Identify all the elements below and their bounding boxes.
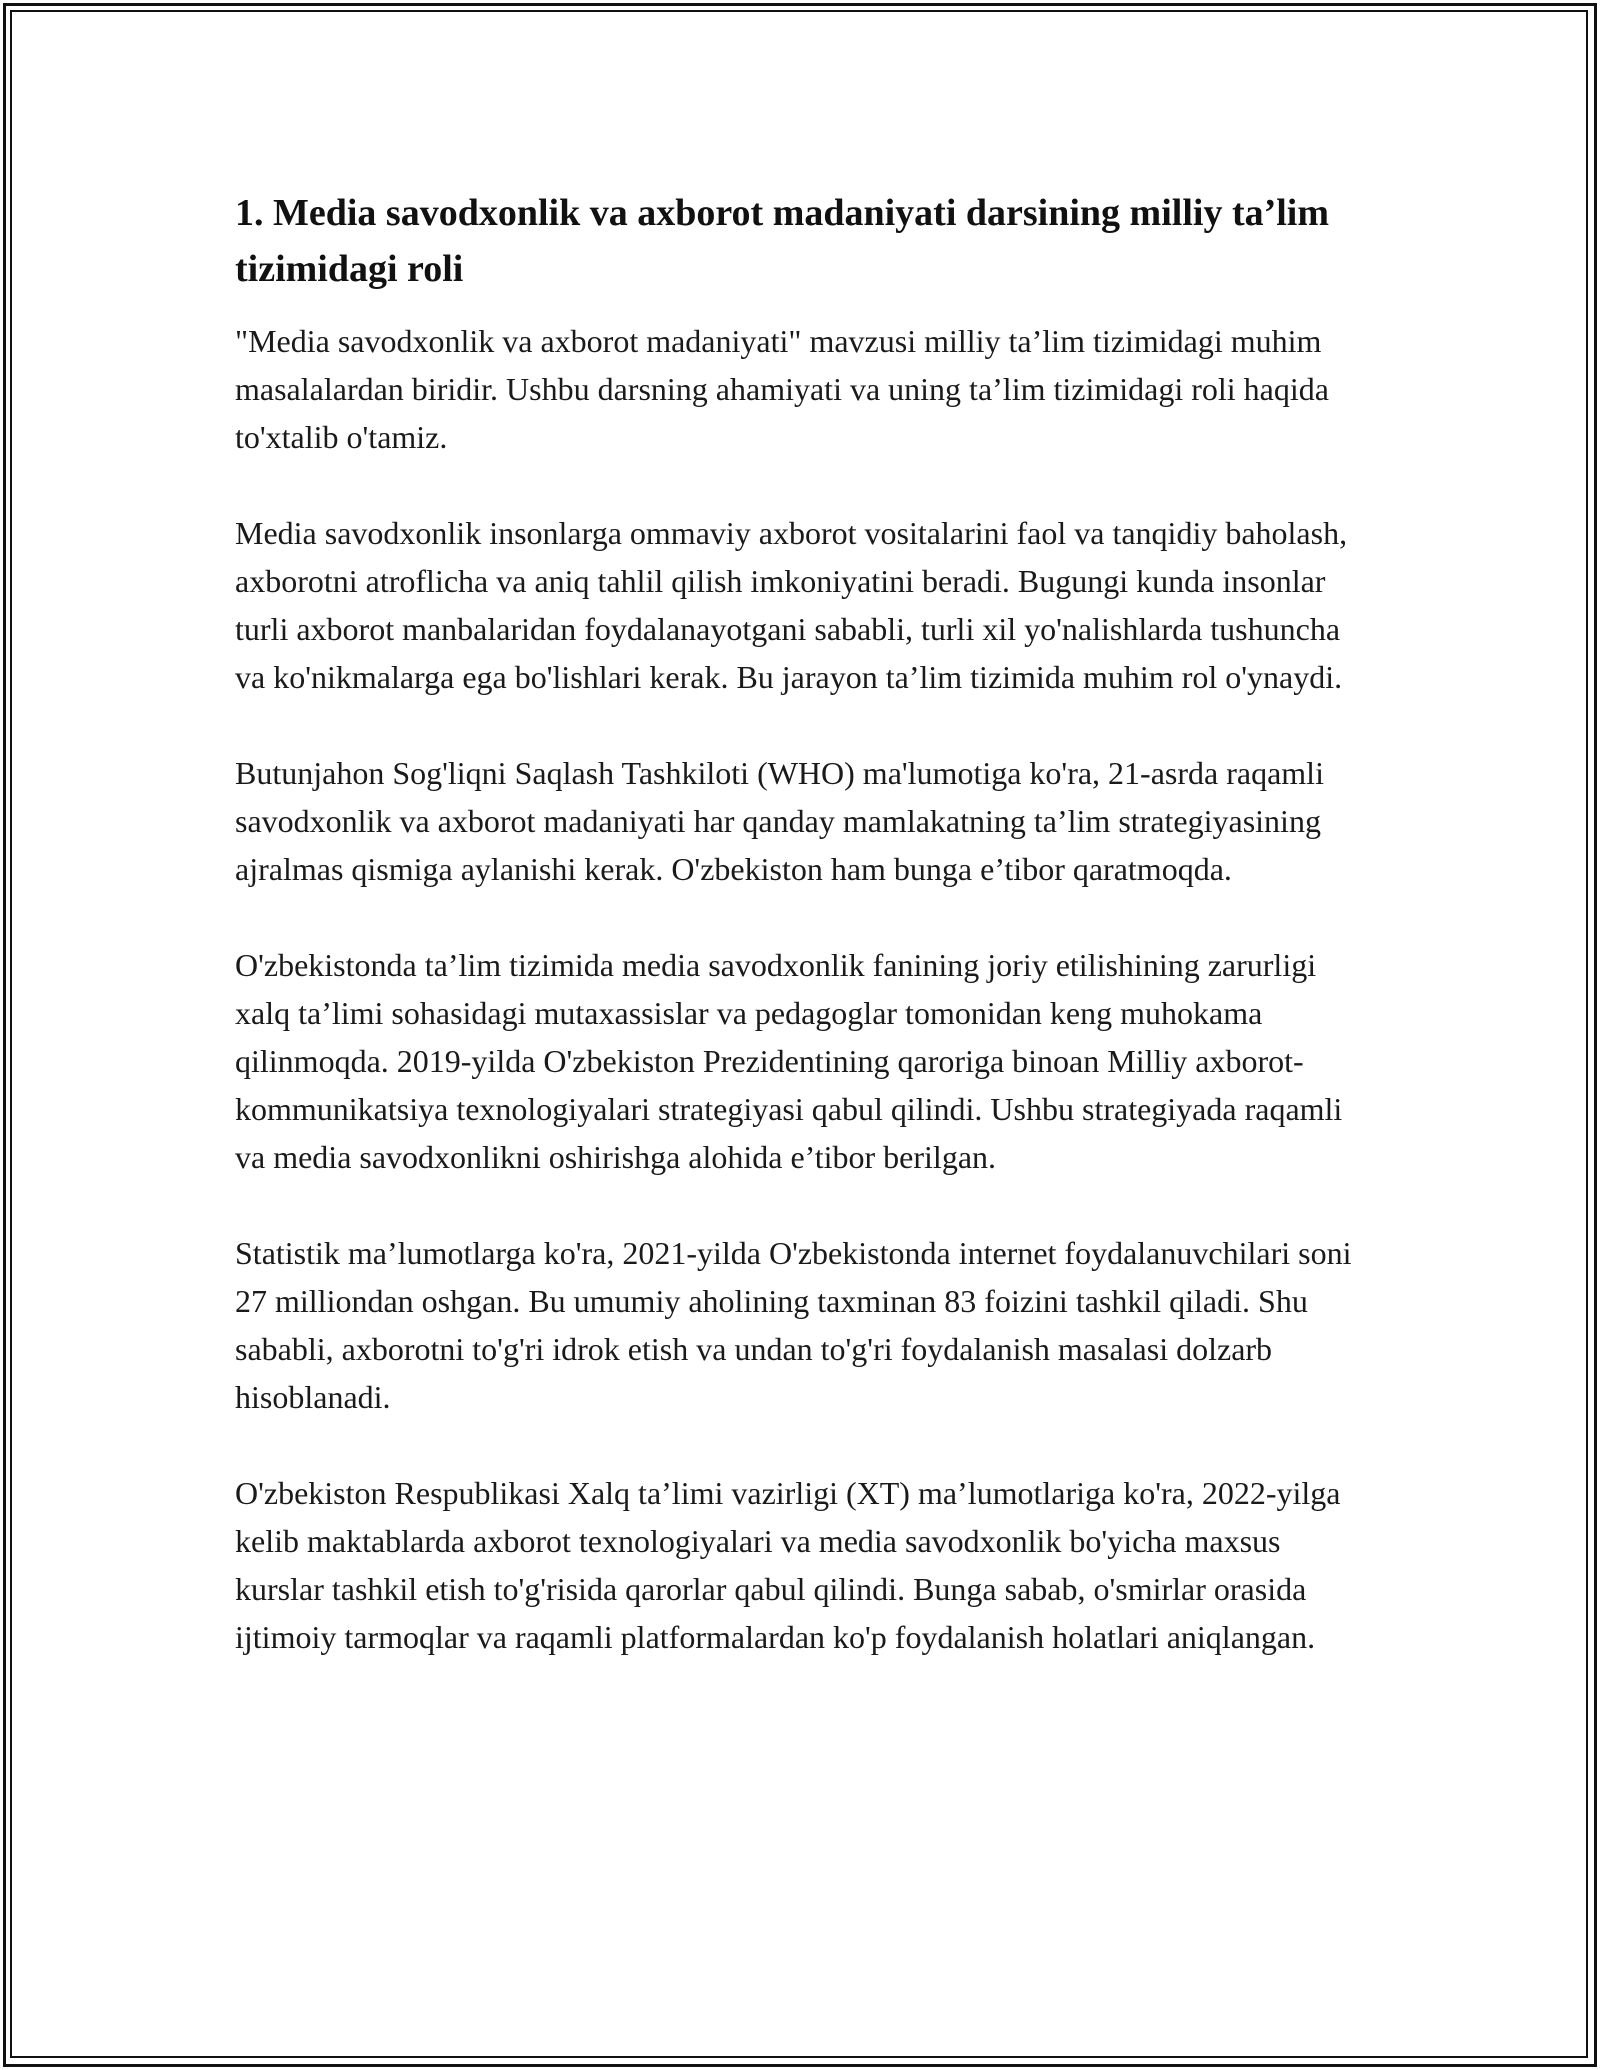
section-title: 1. Media savodxonlik va axborot madaniyati darsining milliy ta’lim tizimidagi roli: [235, 192, 1330, 290]
document-body: [235, 185, 1370, 1709]
paragraph-strategy: O'zbekistonda ta’lim tizimida media savodxonlik fanining joriy etilishining zarurligi xalq ta’limi sohasidagi mutaxassislar va pedagoglar tomonidan keng muhokama qilinmoqda. 2019-yilda O'zbekiston Prezidentining qaroriga binoan Milliy axborot-kommunikatsiya texnologiyalari strategiyasi qabul qilindi. Ushbu strategiyada raqamli va media savodxonlikni oshirishga alohida e’tibor berilgan.: [235, 947, 1343, 1175]
paragraph-statistics: Statistik ma’lumotlarga ko'ra, 2021-yilda O'zbekistonda internet foydalanuvchilari soni 27 milliondan oshgan. Bu umumiy aholining taxminan 83 foizini tashkil qiladi. Shu sababli, axborotni to'g'ri idrok etish va undan to'g'ri foydalanish masalasi dolzarb hisoblanadi.: [235, 1235, 1352, 1415]
paragraph-media-literacy: Media savodxonlik insonlarga ommaviy axborot vositalarini faol va tanqidiy baholash, axborotni atroflicha va aniq tahlil qilish imkoniyatini beradi. Bugungi kunda insonlar turli axborot manbalaridan foydalanayotgani sababli, turli xil yo'nalishlarda tushuncha va ko'nikmalarga ega bo'lishlari kerak. Bu jarayon ta’lim tizimida muhim rol o'ynaydi.: [235, 515, 1348, 695]
paragraph-intro: "Media savodxonlik va axborot madaniyati" mavzusi milliy ta’lim tizimidagi muhim masalalardan biridir. Ushbu darsning ahamiyati va uning ta’lim tizimidagi roli haqida to'xtalib o'tamiz.: [235, 323, 1329, 455]
paragraph-ministry: O'zbekiston Respublikasi Xalq ta’limi vazirligi (XT) ma’lumotlariga ko'ra, 2022-yilga kelib maktablarda axborot texnologiyalari va media savodxonlik bo'yicha maxsus kurslar tashkil etish to'g'risida qarorlar qabul qilindi. Bunga sabab, o'smirlar orasida ijtimoiy tarmoqlar va raqamli platformalardan ko'p foydalanish holatlari aniqlangan.: [235, 1475, 1341, 1655]
paragraph-who: Butunjahon Sog'liqni Saqlash Tashkiloti (WHO) ma'lumotiga ko'ra, 21-asrda raqamli savodxonlik va axborot madaniyati har qanday mamlakatning ta’lim strategiyasining ajralmas qismiga aylanishi kerak. O'zbekiston ham bunga e’tibor qaratmoqda.: [235, 755, 1324, 887]
